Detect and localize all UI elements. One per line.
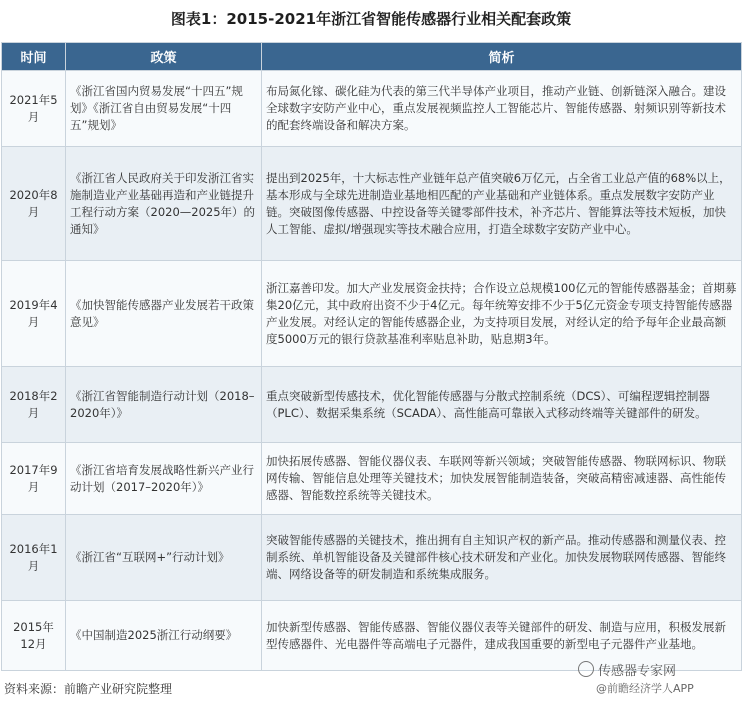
chart-title: 图表1：2015-2021年浙江省智能传感器行业相关配套政策 [170,10,572,28]
source-note: 资料来源：前瞻产业研究院整理 [4,682,173,696]
cell-time: 2018年2月 [2,367,66,443]
header-policy: 政策 [66,43,262,71]
table-row [2,443,742,515]
header-summary: 简析 [262,43,742,71]
cell-time: 2017年9月 [2,443,66,515]
cell-policy: 《浙江省智能制造行动计划（2018–2020年）》 [66,367,262,443]
cell-time: 2020年8月 [2,147,66,261]
header-time: 时间 [2,43,66,71]
cell-policy: 《中国制造2025浙江行动纲要》 [66,601,262,671]
cell-policy: 《浙江省国内贸易发展“十四五”规划》《浙江省自由贸易发展“十四五”规划》 [66,71,262,147]
table-row [2,515,742,601]
cell-summary: 浙江嘉善印发。加大产业发展资金扶持；合作设立总规模100亿元的智能传感器基金；首期募集20亿元，其中政府出资不少于4亿元。每年统筹安排不少于5亿元资金专项支持智能传感器产业发展。对经认定的智能传感器企业，为支持项目发展，对经认定的给予每年企业最高额度5000万元的银行贷款基准利率贴息补助，贴息期3年。 [262,261,742,367]
policy-table [1,42,742,671]
watermark-top [578,660,676,679]
table-row [2,261,742,367]
cell-time: 2015年12月 [2,601,66,671]
cell-policy: 《浙江省培育发展战略性新兴产业行动计划（2017–2020年）》 [66,443,262,515]
table-row [2,367,742,443]
cell-time: 2019年4月 [2,261,66,367]
cell-summary: 加快拓展传感器、智能仪器仪表、车联网等新兴领域；突破智能传感器、物联网标识、物联网传输、智能信息处理等关键技术；加快发展智能制造装备，突破高精密减速器、高性能传感器、智能数控系统等关键技术。 [262,443,742,515]
watermark-top-text: 传感器专家网 [598,664,677,679]
watermark-bottom: @前瞻经济学人APP [596,682,694,695]
wechat-icon [578,661,594,677]
cell-summary: 布局氮化镓、碳化硅为代表的第三代半导体产业项目，推动产业链、创新链深入融合。建设全球数字安防产业中心，重点发展视频监控人工智能芯片、智能传感器、射频识别等新技术的配套终端设备和解决方案。 [262,71,742,147]
cell-policy: 《浙江省人民政府关于印发浙江省实施制造业产业基础再造和产业链提升工程行动方案（2020—2025年）的通知》 [66,147,262,261]
table-row [2,147,742,261]
cell-time: 2021年5月 [2,71,66,147]
cell-summary: 突破智能传感器的关键技术，推出拥有自主知识产权的新产品。推动传感器和测量仪表、控制系统、单机智能设备及关键部件核心技术研发和产业化。加快发展物联网传感器、智能终端、网络设备等的研发制造和系统集成服务。 [262,515,742,601]
cell-summary: 加快新型传感器、智能传感器、智能仪器仪表等关键部件的研发、制造与应用，积极发展新型传感器件、光电器件等高端电子元器件，建成我国重要的新型电子元器件产业基地。 [262,601,742,671]
cell-policy: 《浙江省“互联网+”行动计划》 [66,515,262,601]
table-row [2,71,742,147]
cell-time: 2016年1月 [2,515,66,601]
cell-summary: 提出到2025年，十大标志性产业链年总产值突破6万亿元，占全省工业总产值的68%以上，基本形成与全球先进制造业基地相匹配的产业基础和产业链体系。重点发展数字安防产业链。突破图像传感器、中控设备等关键零部件技术，补齐芯片、智能算法等技术短板，加快人工智能、虚拟/增强现实等技术融合应用，打造全球数字安防产业中心。 [262,147,742,261]
cell-summary: 重点突破新型传感技术，优化智能传感器与分散式控制系统（DCS）、可编程逻辑控制器（PLC）、数据采集系统（SCADA）、高性能高可靠嵌入式移动终端等关键部件的研发。 [262,367,742,443]
cell-policy: 《加快智能传感器产业发展若干政策意见》 [66,261,262,367]
table-header-row [2,43,742,71]
